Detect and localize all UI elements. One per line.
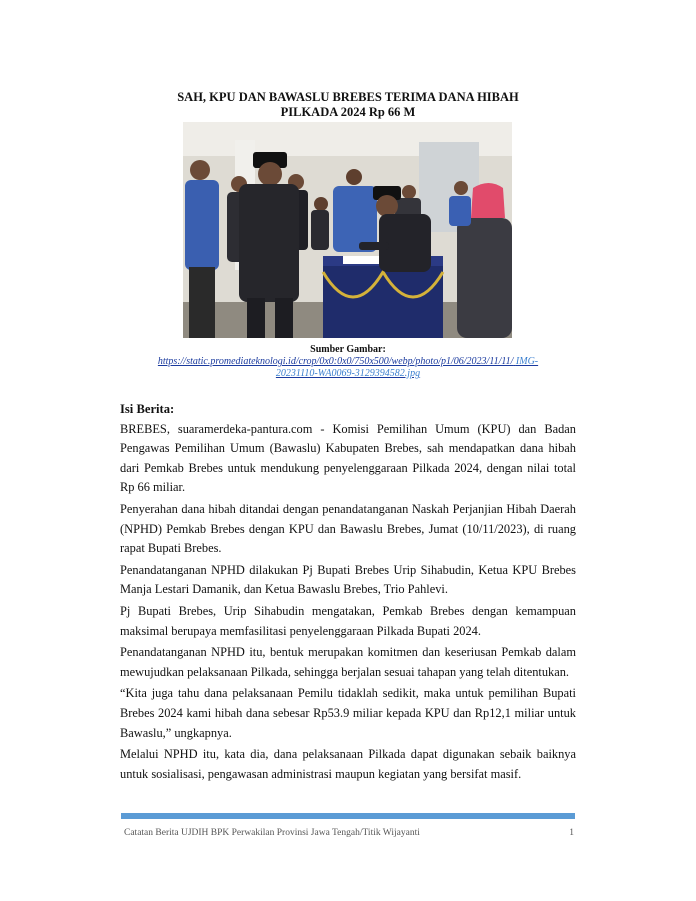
document-title <box>0 90 696 120</box>
article-heading: Isi Berita: <box>120 402 175 416</box>
source-url-line2: 20231110-WA0069-3129394582.jpg <box>275 368 421 379</box>
title-line-1: SAH, KPU DAN BAWASLU BREBES TERIMA DANA HIBAH <box>177 90 519 104</box>
article-paragraph: Pj Bupati Brebes, Urip Sihabudin mengatakan, Pemkab Brebes dengan kemampuan maksimal berupaya memfasilitasi penyelenggaraan Pilkada Bupati 2024. <box>120 603 576 638</box>
article-paragraph: BREBES, suaramerdeka-pantura.com - Komisi Pemilihan Umum (KPU) dan Badan Pengawas Pemilihan Umum (Bawaslu) Kabupaten Brebes, sah mendapatkan dana hibah dari Pemkab Brebes untuk mendukung penyelenggaraan Pilkada 2024, dengan nilai total Rp 66 miliar. <box>120 421 576 495</box>
article-paragraph: “Kita juga tahu dana pelaksanaan Pemilu tidaklah sedikit, maka untuk pemilihan Bupati Brebes 2024 kami hibah dana sebesar Rp53.9 miliar kepada KPU dan Rp12,1 miliar untuk Bawaslu,” ungkapnya. <box>120 686 576 740</box>
article-paragraph: Melalui NPHD itu, kata dia, dana pelaksanaan Pilkada dapat digunakan sebaik baiknya untuk sosialisasi, pengawasan administrasi maupun kegiatan yang bersifat masif. <box>120 747 576 781</box>
article-paragraph: Penandatanganan NPHD dilakukan Pj Bupati Brebes Urip Sihabudin, Ketua KPU Brebes Manja Lestari Damanik, dan Ketua Bawaslu Brebes, Trio Pahlevi. <box>120 562 576 597</box>
image-caption <box>0 344 696 380</box>
footer-divider <box>121 813 575 819</box>
article-paragraph: Penandatanganan NPHD itu, bentuk merupakan komitmen dan keseriusan Pemkab dalam mewujudkan pelaksanaan Pilkada, sehingga berjalan sesuai tahapan yang telah ditentukan. <box>120 645 576 679</box>
source-url-part2: IMG- <box>515 356 539 367</box>
news-photo <box>183 122 512 338</box>
article-paragraph: Penyerahan dana hibah ditandai dengan penandatanganan Naskah Perjanjian Hibah Daerah (NPHD) Pemkab Brebes dengan KPU dan Bawaslu Brebes, Jumat (10/11/2023), di ruang rapat Bupati Brebes. <box>120 501 576 556</box>
source-label: Sumber Gambar: <box>310 344 386 355</box>
page-number: 1 <box>569 828 574 838</box>
title-line-2: PILKADA 2024 Rp 66 M <box>280 105 416 119</box>
source-url-part1: https://static.promediateknologi.id/crop/0x0:0x0/750x500/webp/photo/p1/06/2023/11/11/ <box>157 356 514 367</box>
article-body <box>120 400 576 786</box>
page-footer <box>124 828 574 838</box>
source-link[interactable] <box>158 356 538 379</box>
footer-text: Catatan Berita UJDIH BPK Perwakilan Provinsi Jawa Tengah/Titik Wijayanti <box>124 828 420 838</box>
